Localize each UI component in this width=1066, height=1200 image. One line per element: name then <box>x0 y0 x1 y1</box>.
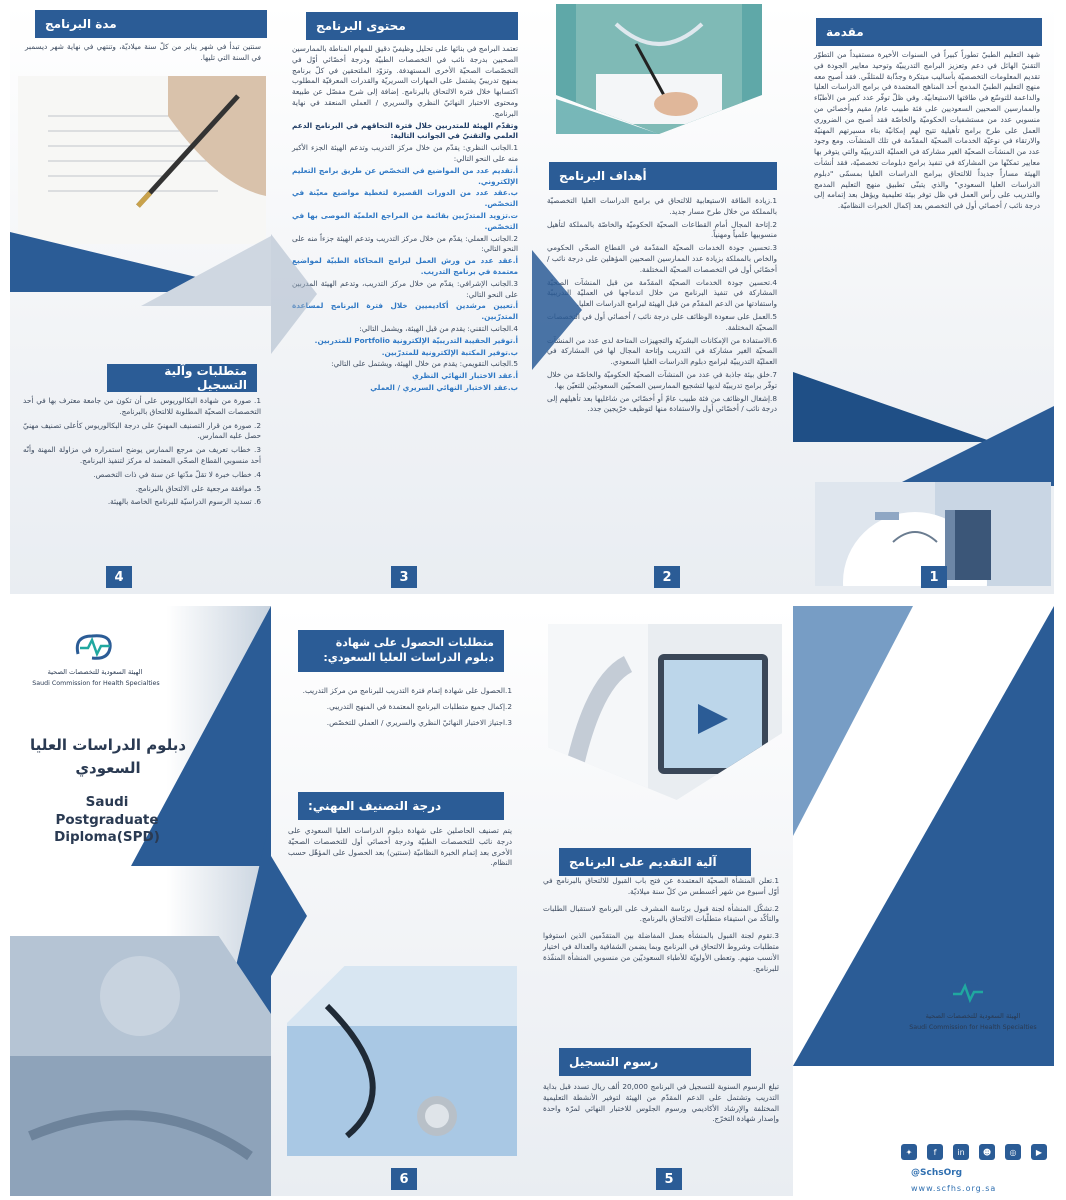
cover-title-arabic-line1: دبلوم الدراسات العليا <box>29 736 187 754</box>
objective-item: 5.العمل على سعودة الوظائف على درجة نائب / أخصائي أول في التخصصات الصحيّة المختلفة. <box>547 311 777 332</box>
objective-item: 3.تحسين جودة الخدمات الصحيّة المقدّمة في القطاع الصحّي الحكومي والخاص بالمملكة بزيادة عدد الممارسين الصحيين المؤهلين على درجة نائب / أخصّائي أول في التخصصات الصحيّة المختلفة. <box>547 243 777 274</box>
panel-front-cover <box>10 606 271 1196</box>
objective-item: 6.الاستفادة من الإمكانات البشريّة والتجهيزات المتاحة لدى عدد من المنشآت الصحيّة الغير مشاركة في التدريب وإتاحة المجال لها في المشاركة في العمليّة التدريبيّة لبرامج دبلوم الدراسات العليا السعودي. <box>547 335 777 367</box>
registration-item: 4. خطاب خبرة لا تقلّ مدّتها عن سنة في ذات التخصص. <box>93 469 261 479</box>
fees-text: تبلغ الرسوم السنوية للتسجيل في البرنامج 20,000 ألف ريال تسدد قبل بداية التدريب وتشتمل على الدعم المقدّم من الهيئة لتوفير الأنشطة التعليمية المختلفة والإرشاد الأكاديمي ورسوم الجلوس للاختبار النهائي لمرّة واحدة وإصدار شهادة التخرّج. <box>543 1082 779 1124</box>
introduction-header <box>816 18 1042 46</box>
panel-duration-registration <box>10 4 271 594</box>
back-logo-english: Saudi Commission for Health Specialties <box>909 1024 1037 1031</box>
certificate-item: 2.إكمال جميع متطلبات البرنامج المعتمدة في المنهج التدريبي. <box>326 701 512 711</box>
content-lines <box>292 143 518 394</box>
social-handle[interactable]: @SchsOrg <box>911 1168 963 1178</box>
content-line: 1.الجانب النظري: يقدّم من خلال مركز التدريب وتدعم الهيئة الجزء الأكبر منه على النحو التالي: <box>292 143 518 163</box>
certificate-item: 1.الحصول على شهادة إتمام فترة التدريب للبرنامج من مركز التدريب. <box>302 686 512 695</box>
registration-item: 2. صورة من قرار التصنيف المهنيّ على درجة البكالوريوس كأعلى تصنيف مهنيّ حصل عليه الممارس. <box>23 420 261 441</box>
objective-item: 4.تحسين جودة الخدمات الصحيّة المقدّمة من قبل المنشآت الصحيّة المشاركة في تنفيذ البرنامج من خلال اندماجها في العمليّة التدريبيّة واستفادتها من الدعم المقدّم من قبل الهيئة لبرامج الدراسات العليا. <box>547 277 777 309</box>
objectives-title: أهداف البرنامج <box>559 169 647 183</box>
objective-item: 7.خلق بيئة جاذبة في عدد من المنشآت الصحيّة الحكوميّة والخاصّة من خلال توفّر برامج تدريبيّة لديها لتشجيع الممارسين الصحيّين السعوديّين للتعيّن بها. <box>547 369 777 390</box>
application-header <box>559 848 751 876</box>
application-item: 1.تعلن المنشأة الصحيّة المعتمدة عن فتح باب القبول للالتحاق بالبرنامج في أوّل أسبوع من شهر أغسطس من كلّ سنة ميلاديّة. <box>543 876 779 896</box>
page-number-6: 6 <box>391 1168 417 1190</box>
decor-triangle <box>793 606 913 836</box>
registration-item: 1. صورة من شهادة البكالوريوس على أن تكون من جامعة معترف بها في أحد التخصصات الصحيّة المطلوبة للالتحاق بالبرنامج. <box>23 396 261 416</box>
panel-introduction <box>793 4 1054 594</box>
application-list <box>543 876 779 980</box>
fees-header <box>559 1048 751 1076</box>
cover-title-arabic <box>18 734 198 781</box>
content-line: أ.عقد عدد من ورش العمل لبرامج المحاكاة الطبيّة لمواضيع معتمدة في برنامج التدريب. <box>292 256 518 276</box>
content-line: ب.عقد عدد من الدورات القصيرة لتغطية مواضيع معيّنة في التخصّص. <box>292 188 518 209</box>
content-line: 3.الجانب الإشرافي: يقدّم من خلال مركز التدريب، وتدعم الهيئة المدربين على النحو التالي: <box>292 278 518 299</box>
certificate-header <box>298 630 504 672</box>
page-number-5: 5 <box>656 1168 682 1190</box>
panel-certificate <box>271 606 532 1196</box>
cover-title-english-line2: Postgraduate <box>55 811 159 828</box>
certificate-title: متطلبات الحصول على شهادة دبلوم الدراسات العليا السعودي: <box>323 636 494 664</box>
cover-title-arabic-line2: السعودي <box>75 759 141 778</box>
cover-title-english-line1: Saudi <box>85 794 129 810</box>
content-title: محتوى البرنامج <box>316 19 406 33</box>
cover-stethoscope-photo <box>10 936 271 1196</box>
cover-logo-english: Saudi Commission for Health Specialties <box>32 680 160 687</box>
panel-back-cover <box>793 606 1054 1196</box>
registration-list <box>23 396 261 511</box>
stethoscope-photo <box>287 966 517 1156</box>
hand-writing-art <box>18 76 266 244</box>
page-number-1: 1 <box>921 566 947 588</box>
introduction-title: مقدمة <box>826 25 864 39</box>
registration-header <box>107 364 257 392</box>
duration-header <box>35 10 267 38</box>
brochure-outside-sheet <box>10 606 1054 1196</box>
classification-title: درجة التصنيف المهني: <box>308 799 442 813</box>
page-number-3: 3 <box>391 566 417 588</box>
panel-objectives <box>532 4 793 594</box>
content-line: ت.تزويد المتدرّبين بقائمة من المراجع العلميّة الموصى بها في التخصّص. <box>292 210 518 231</box>
classification-header <box>298 792 504 820</box>
facebook-icon[interactable]: f <box>927 1144 943 1160</box>
panel-program-content <box>271 4 532 594</box>
content-line: ب.عقد الاختبار النهائي السريري / العملي <box>370 382 518 392</box>
objective-item: 1.زيادة الطاقة الاستيعابية للالتحاق في برامج الدراسات العليا التخصصيّة بالمملكة من خلال طرح مسار جديد. <box>547 196 777 216</box>
panel-application <box>532 606 793 1196</box>
content-line: 2.الجانب العملي: يقدّم من خلال مركز التدريب وتدعم الهيئة جزءاً منه على النحو التالي: <box>292 233 518 254</box>
content-header <box>306 12 518 40</box>
content-line: أ.عقد الاختبار النهائي النظري <box>412 371 518 381</box>
application-title: آلية التقديم على البرنامج <box>569 855 717 869</box>
cover-title-english-line3: Diploma(SPD) <box>54 829 160 846</box>
brochure-inside-sheet <box>10 4 1054 594</box>
content-intro: تعتمد البرامج في بنائها على تحليل وظيفيّ دقيق للمهام المناطة بالممارسين الصحيين بدرجة نائب في التخصصات الطبيّة ودرجة أخصّائي أوّل في التخصّصات الصحيّة الأخرى المستهدفة. وتزوّد الملتحقين في كلّ برنامج بمنهج تدريبيّ يشتمل على المهارات السريريّة والقدرات المعرفيّة المطلوب اكتسابها خلال فترة الالتحاق بالبرنامج. إضافة إلى شرح مفصّل عن طبيعة ومحتوى الاختبار النهائيّ النظري والسريري / العملي المنعقد في نهاية البرنامج. <box>292 44 518 118</box>
twitter-icon[interactable]: ✦ <box>901 1144 917 1160</box>
registration-item: 3. خطاب تعريف من مرجع الممارس يوضح استمراره في مزاولة المهنة وأنّه أحد منسوبي القطاع الصحّي المعتمد له مركز لتنفيذ البرنامج. <box>23 445 261 465</box>
scfhs-logo-icon <box>70 630 116 662</box>
objective-item: 8.إشغال الوظائف من فئة طبيب عامّ أو أخصّائي من شاغليها بعد تأهيلهم إلى درجة نائب / أخصّائي أول والاستفادة منها لتوظيف خرّيجين جدد. <box>547 393 777 414</box>
stethoscope-art <box>287 966 517 1156</box>
snapchat-icon[interactable]: ☻ <box>979 1144 995 1160</box>
decor-triangle <box>271 234 317 354</box>
back-logo-arabic: الهيئة السعودية للتخصصات الصحية <box>925 1012 1021 1020</box>
cover-title-english <box>32 794 182 847</box>
introduction-text: شهد التعليم الطبيّ تطوراً كبيراً في السنوات الأخيرة مستفيداً من التطوّر التقنيّ الهائل في دعم وتعزيز البرامج التدريبيّة وتوحيد معايير الجودة في تقديم المعلومات التخصصيّة بأساليب مبتكرة وجذّابة للمتلقّي. فقد أصبح معه منهج التعليم الطبيّ المدمج أحد المناهج المعتمدة في برامج الدراسات العليا والداعمة للتوسّع في طاقتها الاستيعابيّة. وفي ظلّ توفّر عدد كبير من الأطبّاء والممارسين الصحيين السعوديين على فئة طبيب عام/ مقيم وأخصائي من منسوبي عدد من مستشفيات الحكوميّة والخاصّة فقد أصبح من الضروري العمل على طرح برامج تأهيلية تتيح لهم إمكانيّة بناء مسيرتهم المهنيّة والارتقاء في نوعيّة الخدمات الصحيّة المقدّمة في تلك المنشآت. ومع وجود عدد من المنشآت الصحيّة الغير مشاركة في العمليّة التدريبيّة والتي يتوفر بها معايير تمكنّها من المشاركة في تنفيذ برامج دبلومات تخصصيّة، فقد أنشأت الهيئة مساراً جديداً للالتحاق ببرامج الدراسات العليا بمسمّى "دبلوم الدراسات العليا السعودي" والذي يتبنّى تطبيق منهج التعليم المدمج والتدريب على رأس العمل في ظل توفر بيئة تعليمية ويؤهل بعد إتمامه إلى درجة نائب / أخصائي أول في التخصص بعد إكمال الخبرات النظاميّة. <box>814 50 1040 211</box>
objective-item: 2.إتاحة المجال أمام القطاعات الصحيّة الحكوميّة والخاصّة بالمملكة لتأهيل منسوبيها علمياً ومهنياً. <box>547 219 777 240</box>
page-number-2: 2 <box>654 566 680 588</box>
content-body <box>292 44 518 395</box>
decor-triangle <box>271 856 307 976</box>
application-item: 3.تقوم لجنة القبول بالمنشأة بعمل المفاضلة بين المتقدّمين الذين استوفوا متطلبات وشروط الالتحاق في البرنامج وبما يضمن الشفافية والعدالة في اختيار الأنسب منهم. وتعطى الأولويّة للأطباء السعوديّين من منسوبي المنشأة المنفّذة للبرنامج. <box>543 931 779 973</box>
cover-photo-art <box>10 936 271 1196</box>
certificate-list <box>288 686 512 733</box>
certificate-item: 3.اجتياز الاختبار النهائيّ النظري والسريري / العملي للتخصّص. <box>326 717 512 727</box>
classification-text: يتم تصنيف الحاصلين على شهادة دبلوم الدراسات العليا السعودي على درجة نائب للتخصصات الطبيّة ودرجة أخصائي أول للتخصصات الصحيّة الأخرى بعد إتمام الخبرة النظاميّة (سنتين) بعد الحصول على المؤهّل حسب النظام. <box>288 826 512 868</box>
youtube-icon[interactable]: ▶ <box>1031 1144 1047 1160</box>
instagram-icon[interactable]: ◎ <box>1005 1144 1021 1160</box>
content-line: أ.توفير الحقيبة التدريبيّة الإلكترونية Portfolio للمتدربين. <box>314 335 518 345</box>
decor-triangle <box>894 406 1054 486</box>
content-line: أ.تقديم عدد من المواضيع في التخصّص عن طريق برامج التعليم الإلكتروني. <box>292 165 518 186</box>
duration-title: مدة البرنامج <box>45 17 117 31</box>
objectives-header <box>549 162 777 190</box>
decor-triangle <box>141 236 271 306</box>
decor-triangle <box>532 250 582 370</box>
content-line: 4.الجانب التقني: يقدم من قبل الهيئة، ويشمل التالي: <box>359 323 518 333</box>
application-item: 2.تشكّل المنشأة لجنة قبول برئاسة المشرف على البرنامج لاستقبال الطلبات والتأكّد من استيفاء متطلّبات الالتحاق بالبرنامج. <box>543 903 779 924</box>
page-number-4: 4 <box>106 566 132 588</box>
registration-title: متطلبات وآلية التسجيل <box>164 364 247 392</box>
content-line: أ.تعيين مرشدين أكاديميين خلال فترة البرنامج لمساعدة المتدرّبين. <box>292 301 518 322</box>
linkedin-icon[interactable]: in <box>953 1144 969 1160</box>
website-link[interactable]: www.scfhs.org.sa <box>911 1184 997 1193</box>
registration-item: 6. تسديد الرسوم الدراسيّة للبرنامج الخاصة بالهيئة. <box>107 497 261 507</box>
decor-triangle <box>556 99 659 134</box>
scfhs-logo-icon <box>943 976 989 1008</box>
duration-text: سنتين تبدأ في شهر يناير من كلّ سنة ميلاديّة، وتنتهي في نهاية شهر ديسمبر في السنة التي تليها. <box>25 42 261 62</box>
fees-title: رسوم التسجيل <box>569 1055 659 1069</box>
content-line: ب.توفير المكتبة الإلكترونية للمتدرّبين. <box>381 347 518 357</box>
hand-writing-photo <box>18 76 266 244</box>
registration-item: 5. موافقة مرجعية على الالتحاق بالبرنامج. <box>135 483 261 493</box>
content-lead: وتقدّم الهيئة للمتدربين خلال فترة التحاقهم في البرنامج الدعم العلمي والتقنيّ في الجوانب التالية: <box>292 120 518 141</box>
content-line: 5.الجانب التقويمي: يقدم من خلال الهيئة، ويشتمل على التالي: <box>331 359 518 369</box>
cover-logo-arabic: الهيئة السعودية للتخصصات الصحية <box>47 668 143 676</box>
